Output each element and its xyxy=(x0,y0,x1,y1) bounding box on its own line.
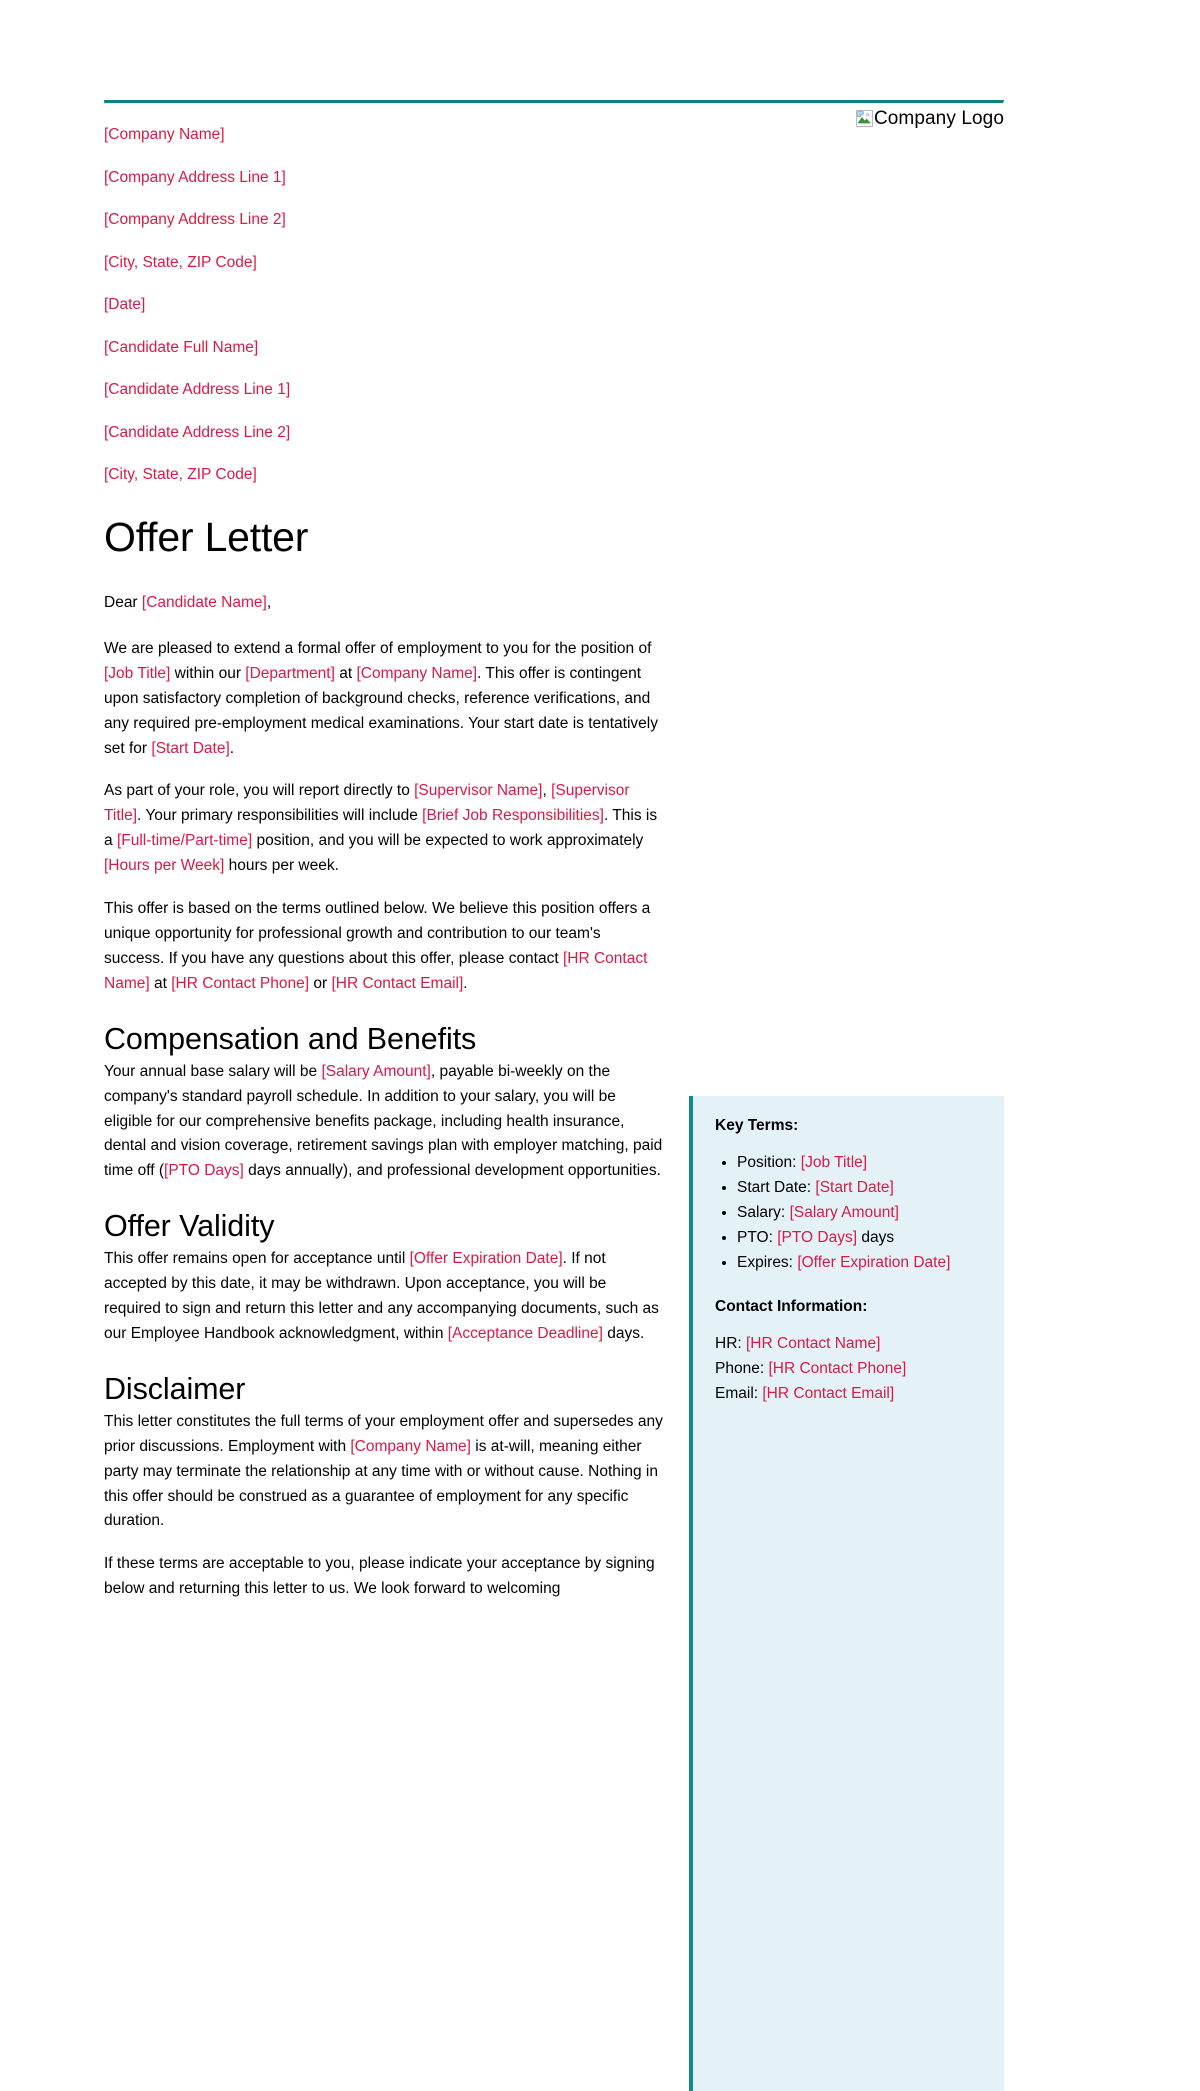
recipient-address-block xyxy=(104,338,1004,486)
placeholder-department: [Department] xyxy=(245,664,335,682)
placeholder-offer-expiration-date: [Offer Expiration Date] xyxy=(797,1254,951,1271)
key-term-label: Salary: xyxy=(737,1204,790,1221)
placeholder-company-name: [Company Name] xyxy=(356,664,478,682)
contact-label: Phone: xyxy=(715,1360,769,1377)
sidebar-heading-key-terms: Key Terms: xyxy=(715,1117,799,1134)
recipient-address-line: [Candidate Address Line 2] xyxy=(104,423,291,441)
paragraph-closing: If these terms are acceptable to you, please indicate your acceptance by signing below and returning this letter to us. We look forward to welcoming xyxy=(104,1555,655,1598)
sender-address-line: [Company Address Line 2] xyxy=(104,211,286,228)
placeholder-employment-type: [Full-time/Part-time] xyxy=(116,832,253,850)
text-run: , xyxy=(542,782,552,800)
text-run: days. xyxy=(602,1324,645,1342)
list-item xyxy=(737,1150,984,1175)
key-terms-sidebar xyxy=(689,1096,1004,2091)
placeholder-start-date: [Start Date] xyxy=(815,1179,894,1196)
contact-line xyxy=(715,1356,984,1381)
text-run: Your annual base salary will be xyxy=(104,1062,322,1080)
company-logo-placeholder xyxy=(856,109,1004,128)
contact-label: HR: xyxy=(715,1335,746,1352)
contact-information-block xyxy=(715,1331,984,1406)
placeholder-acceptance-deadline: [Acceptance Deadline] xyxy=(447,1324,603,1342)
contact-line xyxy=(715,1381,984,1406)
placeholder-supervisor-name: [Supervisor Name] xyxy=(414,782,543,800)
placeholder-hr-contact-phone: [HR Contact Phone] xyxy=(171,974,310,992)
sender-address-line: [Company Name] xyxy=(104,126,225,143)
section-heading-disclaimer: Disclaimer xyxy=(104,1371,246,1406)
placeholder-job-title: [Job Title] xyxy=(800,1154,868,1171)
placeholder-hr-contact-email: [HR Contact Email] xyxy=(762,1385,895,1402)
letter-body xyxy=(104,591,1004,1602)
text-run: This offer is based on the terms outlined below. We believe this position offers a unique opportunity for professional growth and contribution to our team's success. If you have any questions about this offer, please contact xyxy=(104,900,651,967)
key-term-suffix: days xyxy=(857,1229,895,1246)
placeholder-hr-contact-email: [HR Contact Email] xyxy=(331,974,464,992)
broken-image-icon xyxy=(856,110,873,127)
list-item xyxy=(737,1225,984,1250)
placeholder-hr-contact-phone: [HR Contact Phone] xyxy=(768,1360,907,1377)
contact-label: Email: xyxy=(715,1385,763,1402)
section-heading-offer-validity: Offer Validity xyxy=(104,1209,275,1244)
placeholder-candidate-name: [Candidate Name] xyxy=(141,594,267,611)
text-run: This letter constitutes the full terms of your employment offer and supersedes any prior discussions. Employment with xyxy=(104,1412,663,1455)
text-run: . This offer is contingent upon satisfactory completion of background checks, reference verifications, and any required pre-employment medical examinations. Your start date is tentatively set for xyxy=(104,664,658,757)
placeholder-supervisor-title: [Supervisor Title] xyxy=(104,782,630,825)
section-heading-compensation: Compensation and Benefits xyxy=(104,1021,477,1056)
text-run: As part of your role, you will report directly to xyxy=(104,782,415,800)
text-run: . xyxy=(229,739,235,757)
text-run: . This is a xyxy=(104,807,658,850)
key-term-label: Position: xyxy=(737,1154,801,1171)
text-run: hours per week. xyxy=(224,857,339,875)
placeholder-pto-days: [PTO Days] xyxy=(777,1229,858,1246)
key-term-label: Start Date: xyxy=(737,1179,816,1196)
placeholder-offer-expiration-date: [Offer Expiration Date] xyxy=(409,1250,563,1268)
placeholder-start-date: [Start Date] xyxy=(151,739,230,757)
salutation xyxy=(104,591,664,616)
recipient-address-line: [Candidate Address Line 1] xyxy=(104,381,291,398)
sender-address-line: [Company Address Line 1] xyxy=(104,168,286,186)
key-terms-list xyxy=(715,1150,984,1275)
placeholder-hours-per-week: [Hours per Week] xyxy=(104,857,225,875)
paragraph-compensation xyxy=(104,1060,664,1185)
placeholder-salary-amount: [Salary Amount] xyxy=(789,1204,899,1221)
header-divider xyxy=(104,100,1004,104)
salutation-prefix: Dear xyxy=(104,594,142,611)
paragraph-validity xyxy=(104,1247,664,1347)
sender-address-block xyxy=(104,125,1004,273)
paragraph-disclaimer xyxy=(104,1410,664,1535)
placeholder-job-title: [Job Title] xyxy=(104,664,171,682)
page-title: Offer Letter xyxy=(104,514,309,560)
text-run: , payable bi-weekly on the company's standard payroll schedule. In addition to your salary, you will be eligible for our comprehensive benefits package, including health insurance, dental and vision coverage, retirement savings plan with employer matching, paid time off ( xyxy=(104,1062,663,1180)
text-run: days annually), and professional development opportunities. xyxy=(243,1162,661,1180)
text-run: within our xyxy=(170,664,246,682)
placeholder-hr-contact-name: [HR Contact Name] xyxy=(104,949,648,992)
text-run: at xyxy=(149,974,172,992)
key-term-label: Expires: xyxy=(737,1254,798,1271)
list-item xyxy=(737,1200,984,1225)
document-content xyxy=(104,100,1004,1620)
placeholder-company-name: [Company Name] xyxy=(350,1437,471,1455)
contact-line xyxy=(715,1331,984,1356)
letterhead xyxy=(104,100,1004,129)
text-run: or xyxy=(309,974,332,992)
list-item xyxy=(737,1175,984,1200)
recipient-address-line: [City, State, ZIP Code] xyxy=(104,466,257,483)
paragraph-intro xyxy=(104,637,664,762)
paragraph-terms xyxy=(104,897,664,997)
text-run: position, and you will be expected to work approximately xyxy=(252,832,644,850)
salutation-suffix: , xyxy=(266,594,272,611)
placeholder-hr-contact-name: [HR Contact Name] xyxy=(746,1335,881,1352)
text-run: This offer remains open for acceptance until xyxy=(104,1250,410,1268)
text-run: We are pleased to extend a formal offer of employment to you for the position of xyxy=(104,639,652,657)
key-term-label: PTO: xyxy=(737,1229,778,1246)
letter-date: [Date] xyxy=(104,296,146,313)
recipient-address-line: [Candidate Full Name] xyxy=(104,338,259,356)
sender-address-line: [City, State, ZIP Code] xyxy=(104,253,257,271)
sidebar-heading-contact-information: Contact Information: xyxy=(715,1298,868,1315)
text-run: is at-will, meaning either party may terminate the relationship at any time with or without cause. Nothing in this offer should be construed as a guarantee of employment for any specific duration. xyxy=(104,1437,658,1530)
text-run: . If not accepted by this date, it may be withdrawn. Upon acceptance, you will be required to sign and return this letter and any accompanying documents, such as our Employee Handbook acknowledgment, within xyxy=(104,1250,659,1342)
text-run: . xyxy=(463,974,468,992)
company-logo-alt-text: Company Logo xyxy=(873,108,1004,129)
text-run: . Your primary responsibilities will include xyxy=(137,807,423,825)
main-column xyxy=(104,591,664,1602)
placeholder-job-responsibilities: [Brief Job Responsibilities] xyxy=(422,807,604,825)
text-run: at xyxy=(334,664,357,682)
placeholder-salary-amount: [Salary Amount] xyxy=(321,1062,431,1080)
paragraph-role xyxy=(104,779,664,879)
list-item xyxy=(737,1250,984,1275)
placeholder-pto-days: [PTO Days] xyxy=(164,1162,244,1180)
